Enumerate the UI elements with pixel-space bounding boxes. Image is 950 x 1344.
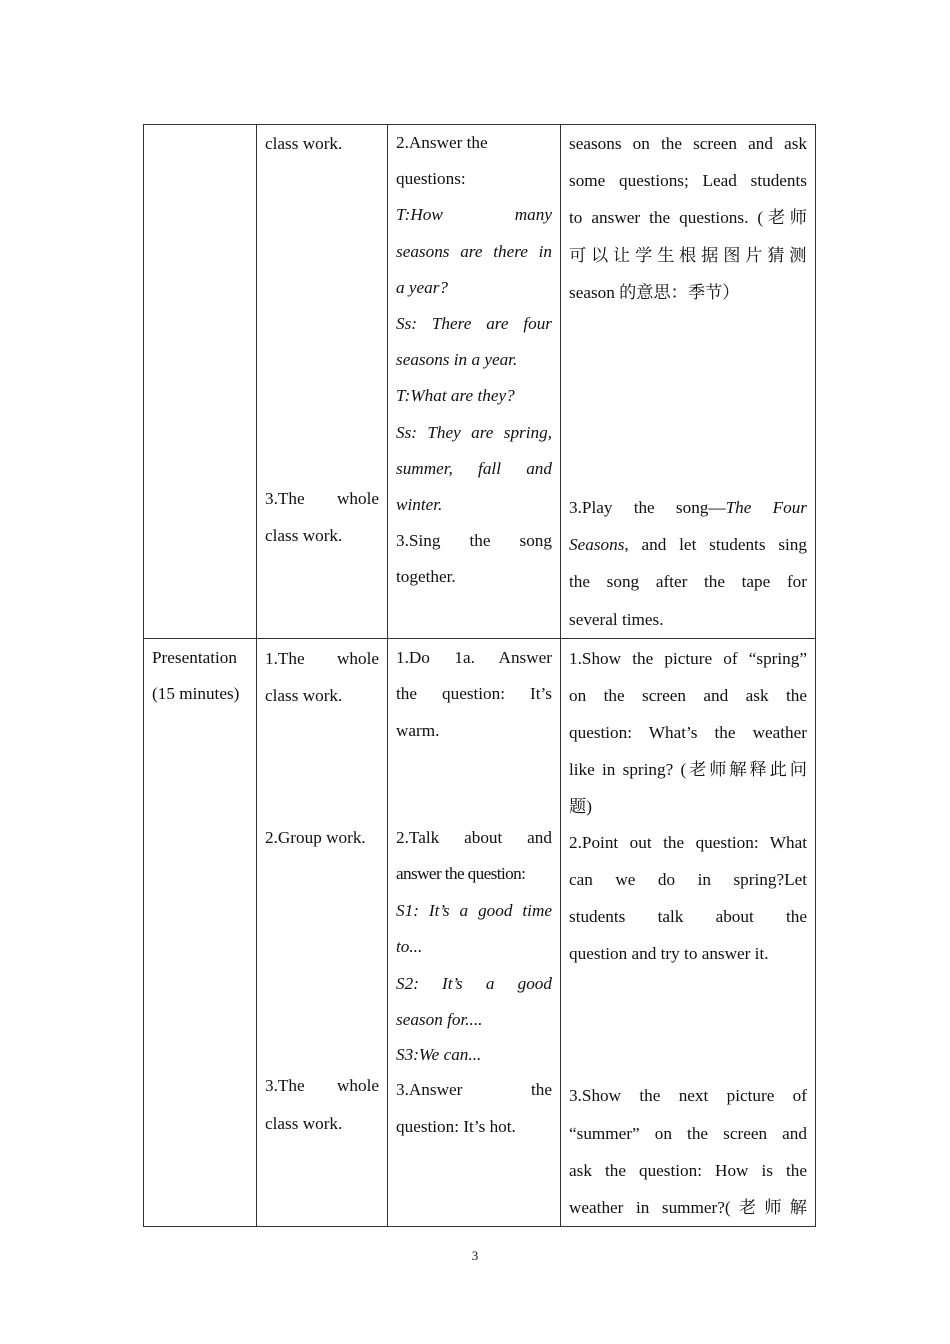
dialogue-line: summer, fall and [396, 458, 552, 478]
teacher-line: like in spring? (老师解释此问 [569, 760, 807, 780]
activity-line: 2.Talk about and [396, 828, 552, 848]
activity-line: 1.Do 1a. Answer [396, 647, 552, 667]
activity-line: answer the question: [396, 864, 526, 884]
teacher-line: 题) [569, 796, 592, 816]
stage-time: (15 minutes) [152, 683, 240, 703]
dialogue-line: S2: It’s a good [396, 973, 552, 993]
activity-line: the question: It’s [396, 684, 552, 704]
teacher-line: to answer the questions. (老师 [569, 208, 807, 228]
stage-cell [144, 125, 257, 639]
students-activity-cell [388, 638, 561, 1226]
teacher-line [569, 489, 807, 526]
teacher-line: 2.Point out the question: What [569, 832, 807, 852]
dialogue-line: T:How many [396, 205, 552, 225]
teacher-line: season 的意思：季节） [569, 282, 740, 302]
teacher-line: 可以让学生根据图片猜测 [569, 245, 807, 265]
stage-cell [144, 638, 257, 1226]
stage-name: Presentation [152, 647, 237, 667]
form-line: class work. [265, 134, 343, 153]
teacher-line [569, 526, 807, 563]
dialogue-line: winter. [396, 495, 443, 515]
song-title: The Four [725, 498, 807, 518]
spacer [265, 162, 379, 480]
teacher-line: seasons on the screen and ask [569, 134, 807, 153]
activity-line: questions: [396, 169, 466, 189]
dialogue-line: S1: It’s a good time [396, 900, 552, 920]
dialogue-line: Ss: There are four [396, 314, 552, 334]
teacher-line: question: What’s the weather [569, 723, 807, 743]
teacher-line: question and try to answer it. [569, 944, 769, 964]
dialogue-line: a year? [396, 277, 449, 297]
activity-line: 2.Answer the [396, 133, 488, 152]
form-line: 2.Group work. [265, 828, 366, 848]
dialogue-line: season for.... [396, 1010, 483, 1030]
teacher-line: some questions; Lead students [569, 171, 807, 191]
teacher-line: the song after the tape for [569, 572, 807, 592]
teacher-line: 3.Show the next picture of [569, 1086, 807, 1106]
table-row [144, 638, 816, 1226]
activity-line: question: It’s hot. [396, 1116, 516, 1136]
dialogue-line: seasons are there in [396, 241, 552, 261]
form-line: class work. [265, 526, 343, 546]
teacher-line: can we do in spring?Let [569, 869, 807, 889]
teacher-text: 3.Play the song— [569, 498, 726, 518]
form-line: 3.The whole [265, 489, 379, 509]
spacer [396, 749, 552, 820]
form-line: 3.The whole [265, 1076, 379, 1096]
teacher-text: , and let students sing [624, 535, 807, 555]
form-cell [257, 638, 388, 1226]
spacer [265, 856, 379, 1067]
dialogue-line: seasons in a year. [396, 350, 518, 370]
teacher-line: students talk about the [569, 907, 807, 927]
activity-line: together. [396, 567, 456, 587]
lesson-plan-table [143, 124, 816, 1227]
form-line: class work. [265, 1113, 343, 1133]
dialogue-line: S3:We can... [396, 1045, 482, 1065]
spacer [569, 311, 807, 489]
form-cell [257, 125, 388, 639]
form-line: 1.The whole [265, 648, 379, 668]
teacher-line: ask the question: How is the [569, 1160, 807, 1180]
dialogue-line: T:What are they? [396, 386, 515, 406]
teacher-line: “summer” on the screen and [569, 1123, 807, 1143]
teacher-line: 1.Show the picture of “spring” [569, 648, 807, 668]
activity-line: 3.Answer the [396, 1080, 552, 1100]
teacher-line: several times. [569, 609, 664, 629]
teacher-line: on the screen and ask the [569, 686, 807, 706]
spacer [569, 972, 807, 1077]
teacher-activity-cell [561, 638, 816, 1226]
spacer [265, 714, 379, 819]
teacher-line: weather in summer?(老师解 [569, 1198, 807, 1218]
activity-line: warm. [396, 720, 440, 740]
form-line: class work. [265, 686, 343, 706]
activity-line: 3.Sing the song [396, 531, 552, 551]
table-row [144, 125, 816, 639]
song-title: Seasons [569, 535, 625, 555]
students-activity-cell [388, 125, 561, 639]
dialogue-line: to... [396, 937, 423, 957]
page-number: 3 [471, 1248, 479, 1263]
teacher-activity-cell [561, 125, 816, 639]
dialogue-line: Ss: They are spring, [396, 422, 552, 442]
